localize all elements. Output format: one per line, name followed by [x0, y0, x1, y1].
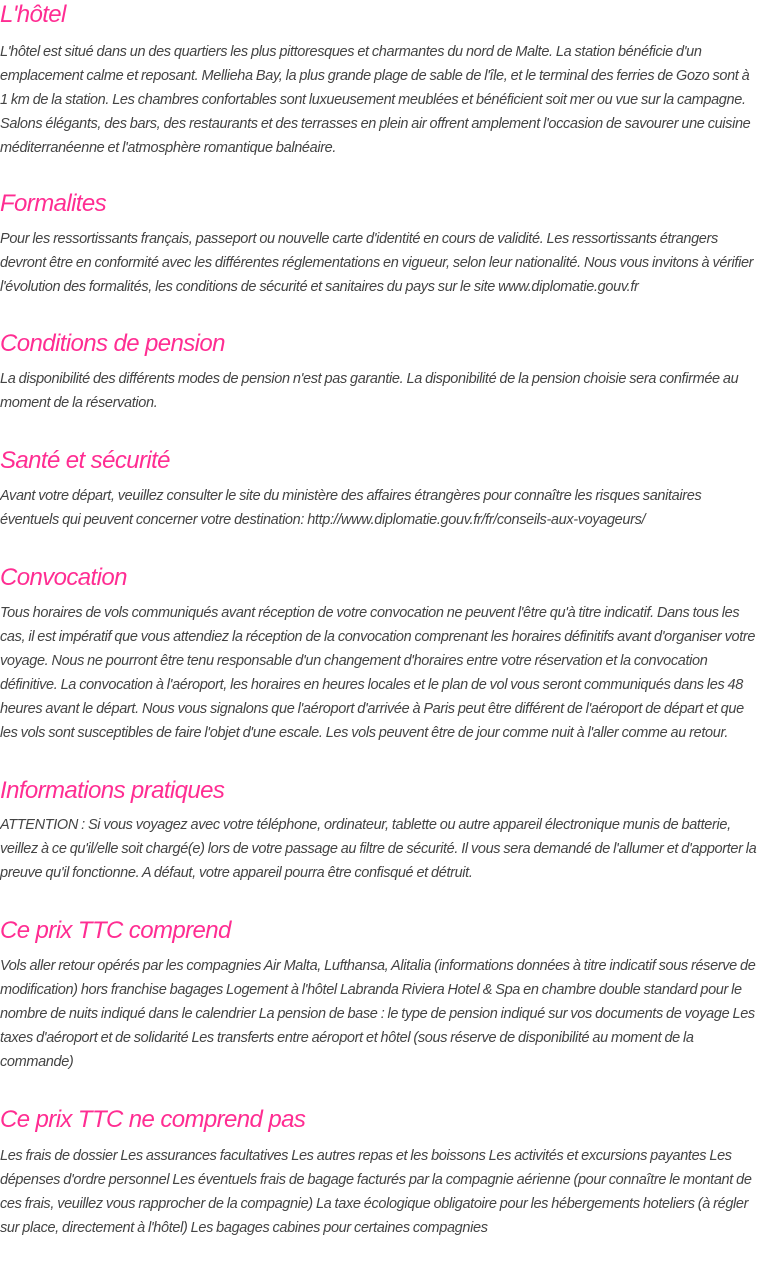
- section-body: Pour les ressortissants français, passeport ou nouvelle carte d'identité en cours de validité. Les ressortissants étrangers devront être en conformité avec les différentes réglementations en vigueur, selon leur nationalité. Nous vous invitons à vérifier l'évolution des formalités, les conditions de sécurité et sanitaires du pays sur le site www.diplomatie.gouv.fr: [0, 231, 754, 295]
- section-title: Santé et sécurité: [0, 447, 170, 474]
- section-title: Informations pratiques: [0, 777, 225, 804]
- section-title: Ce prix TTC comprend: [0, 917, 231, 944]
- section-title: Conditions de pension: [0, 330, 225, 357]
- section-prix-comprend: [0, 916, 758, 1074]
- section-body: ATTENTION : Si vous voyagez avec votre téléphone, ordinateur, tablette ou autre appareil électronique munis de batterie, veillez à ce qu'il/elle soit chargé(e) lors de votre passage au filtre de sécurité. Il vous sera demandé de l'allumer et d'apporter la preuve qu'il fonctionne. A défaut, votre appareil pourra être confisqué et détruit.: [0, 817, 757, 881]
- section-body: L'hôtel est situé dans un des quartiers les plus pittoresques et charmantes du nord de Malte. La station bénéficie d'un emplacement calme et reposant. Mellieha Bay, la plus grande plage de sable de l'île, et le terminal des ferries de Gozo sont à 1 km de la station. Les chambres confortables sont luxueusement meublées et bénéficient soit mer ou vue sur la campagne. Salons élégants, des bars, des restaurants et des terrasses en plein air offrent amplement l'occasion de savourer une cuisine méditerranéenne et l'atmosphère romantique balnéaire.: [0, 44, 751, 156]
- section-title: Convocation: [0, 564, 127, 591]
- section-body: La disponibilité des différents modes de pension n'est pas garantie. La disponibilité de la pension choisie sera confirmée au moment de la réservation.: [0, 371, 739, 411]
- section-prix-ne-comprend-pas: [0, 1105, 758, 1240]
- section-sante-et-securite: [0, 446, 758, 532]
- section-formalites: [0, 189, 758, 299]
- section-title: L'hôtel: [0, 1, 66, 28]
- section-body: Tous horaires de vols communiqués avant réception de votre convocation ne peuvent l'être qu'à titre indicatif. Dans tous les cas, il est impératif que vous attendiez la réception de la convocation comprenant les horaires définitifs avant d'organiser votre voyage. Nous ne pourront être tenu responsable d'un changement d'horaires entre votre réservation et la convocation définitive. La convocation à l'aéroport, les horaires en heures locales et le plan de vol vous seront communiqués dans les 48 heures avant le départ. Nous vous signalons que l'aéroport d'arrivée à Paris peut être différent de l'aéroport de départ et que les vols sont susceptibles de faire l'objet d'une escale. Les vols peuvent être de jour comme nuit à l'aller comme au retour.: [0, 605, 756, 741]
- section-hotel: [0, 0, 758, 160]
- section-body: Avant votre départ, veuillez consulter le site du ministère des affaires étrangères pour connaître les risques sanitaires éventuels qui peuvent concerner votre destination: http://www.diplomatie.gouv.fr/fr/conseils-aux-voyageurs/: [0, 488, 702, 528]
- section-title: Formalites: [0, 190, 107, 217]
- section-body: Les frais de dossier Les assurances facultatives Les autres repas et les boissons Les activités et excursions payantes Les dépenses d'ordre personnel Les éventuels frais de bagage facturés par la compagnie aérienne (pour connaître le montant de ces frais, veuillez vous rapprocher de la compagnie) La taxe écologique obligatoire pour les hébergements hoteliers (à régler sur place, directement à l'hôtel) Les bagages cabines pour certaines compagnies: [0, 1148, 752, 1236]
- section-convocation: [0, 563, 758, 745]
- section-informations-pratiques: [0, 776, 758, 885]
- section-title: Ce prix TTC ne comprend pas: [0, 1106, 306, 1133]
- section-conditions-de-pension: [0, 329, 758, 415]
- section-body: Vols aller retour opérés par les compagnies Air Malta, Lufthansa, Alitalia (informations données à titre indicatif sous réserve de modification) hors franchise bagages Logement à l'hôtel Labranda Riviera Hotel & Spa en chambre double standard pour le nombre de nuits indiqué dans le calendrier La pension de base : le type de pension indiqué sur vos documents de voyage Les taxes d'aéroport et de solidarité Les transferts entre aéroport et hôtel (sous réserve de disponibilité au moment de la commande): [0, 958, 756, 1070]
